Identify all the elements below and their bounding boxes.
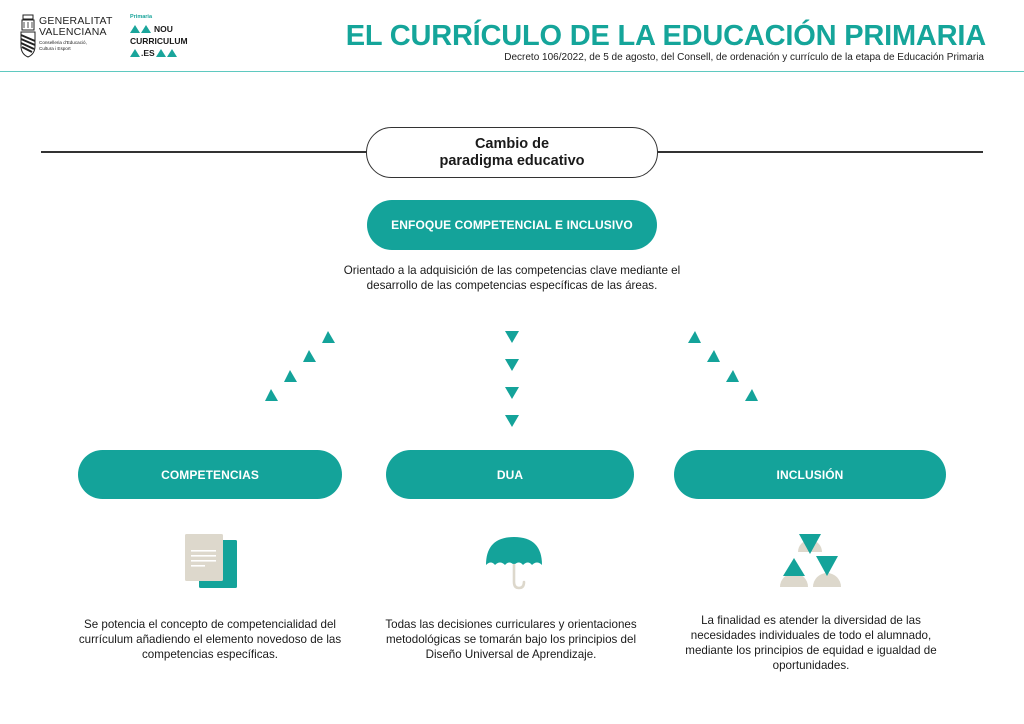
generalitat-name xyxy=(39,16,113,38)
arrow-down-icon xyxy=(505,415,519,427)
triangle-up-icon xyxy=(156,49,166,57)
conselleria-line1: Conselleria d'Educació, xyxy=(39,40,87,45)
nc-es-text: .ES xyxy=(141,48,155,58)
arrow-down-icon xyxy=(505,331,519,343)
pillar-competencias[interactable]: COMPETENCIAS xyxy=(78,450,342,499)
triangle-up-icon xyxy=(167,49,177,57)
page-title: EL CURRÍCULO DE LA EDUCACIÓN PRIMARIA xyxy=(345,20,986,52)
umbrella-icon xyxy=(484,536,544,592)
diverse-people-icon xyxy=(779,532,843,588)
triangle-up-icon xyxy=(130,25,140,33)
pillar-competencias-description: Se potencia el concepto de competencialidad del currículum añadiendo el elemento novedoso de las competencias específicas. xyxy=(78,618,342,661)
main-focus-description: Orientado a la adquisición de las competencias clave mediante el desarrollo de las competencias específicas de las áreas. xyxy=(343,264,681,292)
generalitat-line2: VALENCIANA xyxy=(39,26,107,38)
nc-row-1 xyxy=(130,24,173,34)
nc-row-2 xyxy=(130,36,188,46)
pillar-inclusion[interactable]: INCLUSIÓN xyxy=(674,450,946,499)
generalitat-line1: GENERALITAT xyxy=(39,15,113,27)
nc-curriculum-text: CURRICULUM xyxy=(130,36,188,46)
triangle-up-icon xyxy=(130,49,140,57)
nc-nou-text: NOU xyxy=(154,24,173,34)
paradigm-line2: paradigma educativo xyxy=(439,153,585,169)
nc-primaria-label: Primaria xyxy=(130,14,153,20)
arrows-left-diagonal-icon xyxy=(258,328,340,408)
divider-left xyxy=(41,151,367,153)
coat-of-arms-icon xyxy=(20,14,36,58)
pillar-dua[interactable]: DUA xyxy=(386,450,634,499)
documents-icon xyxy=(184,534,239,590)
nc-row-3 xyxy=(130,48,177,58)
arrow-down-icon xyxy=(505,387,519,399)
nou-curriculum-logo[interactable] xyxy=(130,14,200,62)
arrow-down-icon xyxy=(505,359,519,371)
paradigm-line1: Cambio de xyxy=(474,136,550,152)
paradigm-heading xyxy=(366,127,658,178)
generalitat-logo[interactable] xyxy=(20,14,120,62)
page-subtitle: Decreto 106/2022, de 5 de agosto, del Consell, de ordenación y currículo de la etapa de Educación Primaria xyxy=(504,52,984,63)
divider-right xyxy=(657,151,983,153)
conselleria-line2: Cultura i Esport xyxy=(39,46,71,51)
pillar-dua-description: Todas las decisiones curriculares y orientaciones metodológicas se tomarán bajo los principios del Diseño Universal de Aprendizaje. xyxy=(385,618,637,661)
main-focus-pill[interactable]: ENFOQUE COMPETENCIAL E INCLUSIVO xyxy=(367,200,657,250)
triangle-up-icon xyxy=(141,25,151,33)
arrows-right-diagonal-icon xyxy=(684,328,766,408)
pillar-inclusion-description: La finalidad es atender la diversidad de las necesidades individuales de todo el alumnado, mediante los principios de equidad e igualdad de oportunidades. xyxy=(685,614,937,672)
header xyxy=(0,0,1024,72)
conselleria-name xyxy=(39,40,87,52)
